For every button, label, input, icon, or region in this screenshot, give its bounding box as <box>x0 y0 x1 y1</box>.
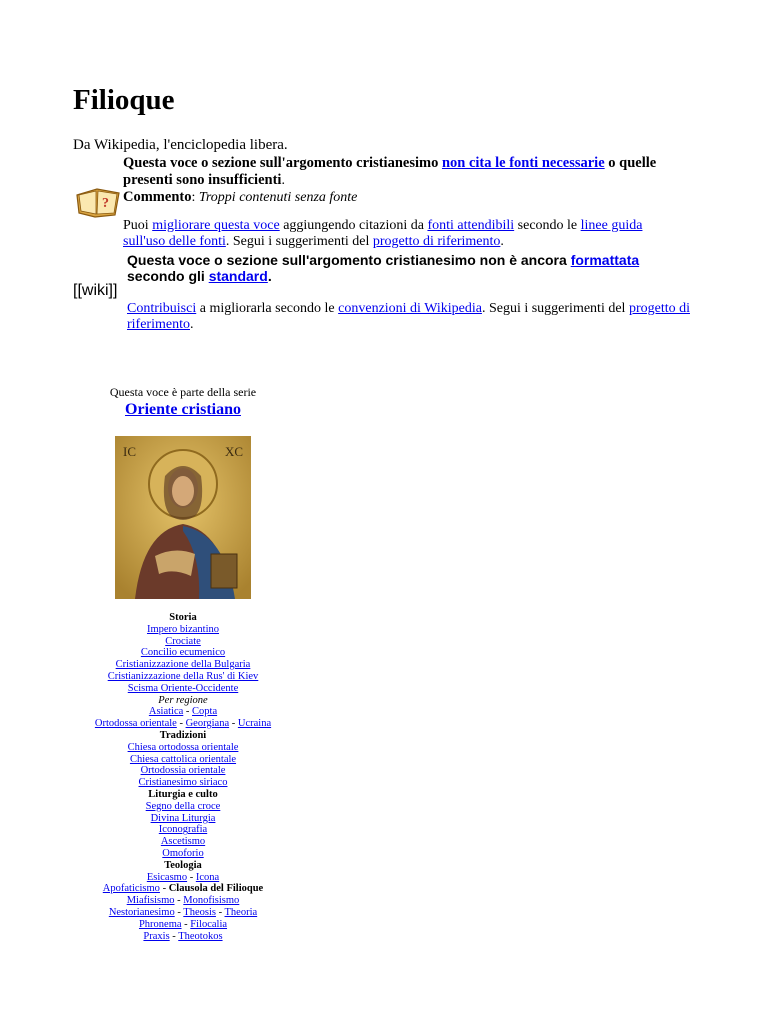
separator: - <box>187 871 196 883</box>
separator: - <box>229 718 238 730</box>
link-crociate[interactable]: Crociate <box>165 635 201 647</box>
link-apofaticismo[interactable]: Apofaticismo <box>102 883 160 895</box>
sources-notice-period: . <box>281 173 285 188</box>
link-cristianesimo-siriaco[interactable]: Cristianesimo siriaco <box>138 777 228 789</box>
link-chiesa-cattolica-orientale[interactable]: Chiesa cattolica orientale <box>129 753 237 765</box>
separator: - <box>174 895 184 907</box>
link-theoria[interactable]: Theoria <box>224 906 258 918</box>
link-icona[interactable]: Icona <box>195 871 220 883</box>
link-standard[interactable]: standard <box>208 268 268 284</box>
svg-text:?: ? <box>102 196 109 211</box>
format-notice-title-b: secondo gli <box>127 268 209 284</box>
format-notice <box>127 252 697 284</box>
link-cristianizzazione-rus[interactable]: Cristianizzazione della Rus' di Kiev <box>107 670 259 682</box>
link-omoforio[interactable]: Omoforio <box>162 847 204 859</box>
help-text-e: . <box>500 234 504 249</box>
link-ascetismo[interactable]: Ascetismo <box>160 836 206 848</box>
link-copta[interactable]: Copta <box>192 706 218 718</box>
icon-letters-xc: XC <box>224 444 243 459</box>
link-formatted[interactable]: formattata <box>570 252 640 268</box>
link-esicasmo[interactable]: Esicasmo <box>146 871 188 883</box>
link-asiatica[interactable]: Asiatica <box>148 706 184 718</box>
separator: - <box>159 883 169 895</box>
page-tagline: Da Wikipedia, l'enciclopedia libera. <box>73 137 288 153</box>
help-text-c: secondo le <box>514 218 581 233</box>
help-text-a: Puoi <box>123 218 153 233</box>
wiki-placeholder-icon: [[wiki]] <box>73 282 118 299</box>
link-praxis[interactable]: Praxis <box>143 930 170 942</box>
section-liturgia: Liturgia e culto <box>148 788 218 800</box>
help-text-b: aggiungendo citazioni da <box>279 218 428 233</box>
link-contribute[interactable]: Contribuisci <box>127 301 197 316</box>
format-notice-help <box>127 301 692 333</box>
section-teologia: Teologia <box>164 859 202 871</box>
link-reference-project-2[interactable]: progetto di riferimento <box>127 301 690 332</box>
link-nestorianesimo[interactable]: Nestorianesimo <box>108 906 175 918</box>
format-help-text-a: a migliorarla secondo le <box>196 301 339 316</box>
link-phronema[interactable]: Phronema <box>138 918 182 930</box>
help-text-d: . Segui i suggerimenti del <box>225 234 373 249</box>
link-ortodossia-orientale[interactable]: Ortodossia orientale <box>140 765 226 777</box>
link-filocalia[interactable]: Filocalia <box>190 918 228 930</box>
separator: - <box>215 906 225 918</box>
book-question-icon <box>75 185 121 219</box>
link-reliable-sources[interactable]: fonti attendibili <box>427 218 515 233</box>
series-links <box>80 612 286 942</box>
link-ucraina[interactable]: Ucraina <box>237 718 272 730</box>
comment-sep: : <box>191 190 199 205</box>
link-reference-project-1[interactable]: progetto di riferimento <box>372 234 501 249</box>
link-divina-liturgia[interactable]: Divina Liturgia <box>150 812 216 824</box>
link-no-sources[interactable]: non cita le fonti necessarie <box>441 155 605 171</box>
link-segno-croce[interactable]: Segno della croce <box>145 800 221 812</box>
section-tradizioni: Tradizioni <box>159 729 207 741</box>
link-concilio-ecumenico[interactable]: Concilio ecumenico <box>140 647 226 659</box>
link-iconografia[interactable]: Iconografia <box>158 824 208 836</box>
format-help-text-b: . Segui i suggerimenti del <box>481 301 629 316</box>
comment-text: Troppi contenuti senza fonte <box>198 190 358 205</box>
separator: - <box>174 906 184 918</box>
link-ortodossa-orientale[interactable]: Ortodossa orientale <box>94 718 177 730</box>
page-title: Filioque <box>73 84 175 116</box>
series-intro: Questa voce è parte della serie <box>109 385 257 399</box>
section-storia: Storia <box>169 612 197 623</box>
icon-letters-ic: IC <box>123 444 136 459</box>
separator: - <box>181 918 191 930</box>
format-notice-period: . <box>267 268 272 284</box>
link-monofisismo[interactable]: Monofisismo <box>183 895 240 907</box>
series-navbox <box>80 385 286 942</box>
link-scisma[interactable]: Scisma Oriente-Occidente <box>127 682 239 694</box>
series-title-link[interactable]: Oriente cristiano <box>125 401 241 418</box>
link-cristianizzazione-bulgaria[interactable]: Cristianizzazione della Bulgaria <box>115 659 251 671</box>
comment-label: Commento <box>123 189 192 205</box>
link-impero-bizantino[interactable]: Impero bizantino <box>146 623 220 635</box>
sources-notice-title-b: o quelle presenti sono insufficienti <box>123 155 657 188</box>
link-chiesa-ortodossa-orientale[interactable]: Chiesa ortodossa orientale <box>127 741 239 753</box>
sources-notice-title-a: Questa voce o sezione sull'argomento cristianesimo <box>123 155 442 171</box>
sources-notice-help <box>123 218 683 250</box>
format-notice-title-a: Questa voce o sezione sull'argomento cristianesimo non è ancora <box>127 252 571 268</box>
link-theosis[interactable]: Theosis <box>183 906 216 918</box>
separator: - <box>183 706 193 718</box>
link-theotokos[interactable]: Theotokos <box>178 930 223 942</box>
link-wikipedia-conventions[interactable]: convenzioni di Wikipedia <box>338 301 482 316</box>
link-improve-article[interactable]: migliorare questa voce <box>152 218 280 233</box>
subsection-per-regione: Per regione <box>158 694 208 706</box>
separator: - <box>176 718 186 730</box>
current-article-filioque: Clausola del Filioque <box>168 883 264 895</box>
christ-pantocrator-mosaic <box>115 436 251 599</box>
sources-notice <box>123 155 703 206</box>
format-help-text-c: . <box>189 317 194 332</box>
separator: - <box>169 930 179 942</box>
link-miafisismo[interactable]: Miafisismo <box>126 895 175 907</box>
link-source-guidelines[interactable]: linee guida sull'uso delle fonti <box>123 218 643 249</box>
link-georgiana[interactable]: Georgiana <box>185 718 230 730</box>
